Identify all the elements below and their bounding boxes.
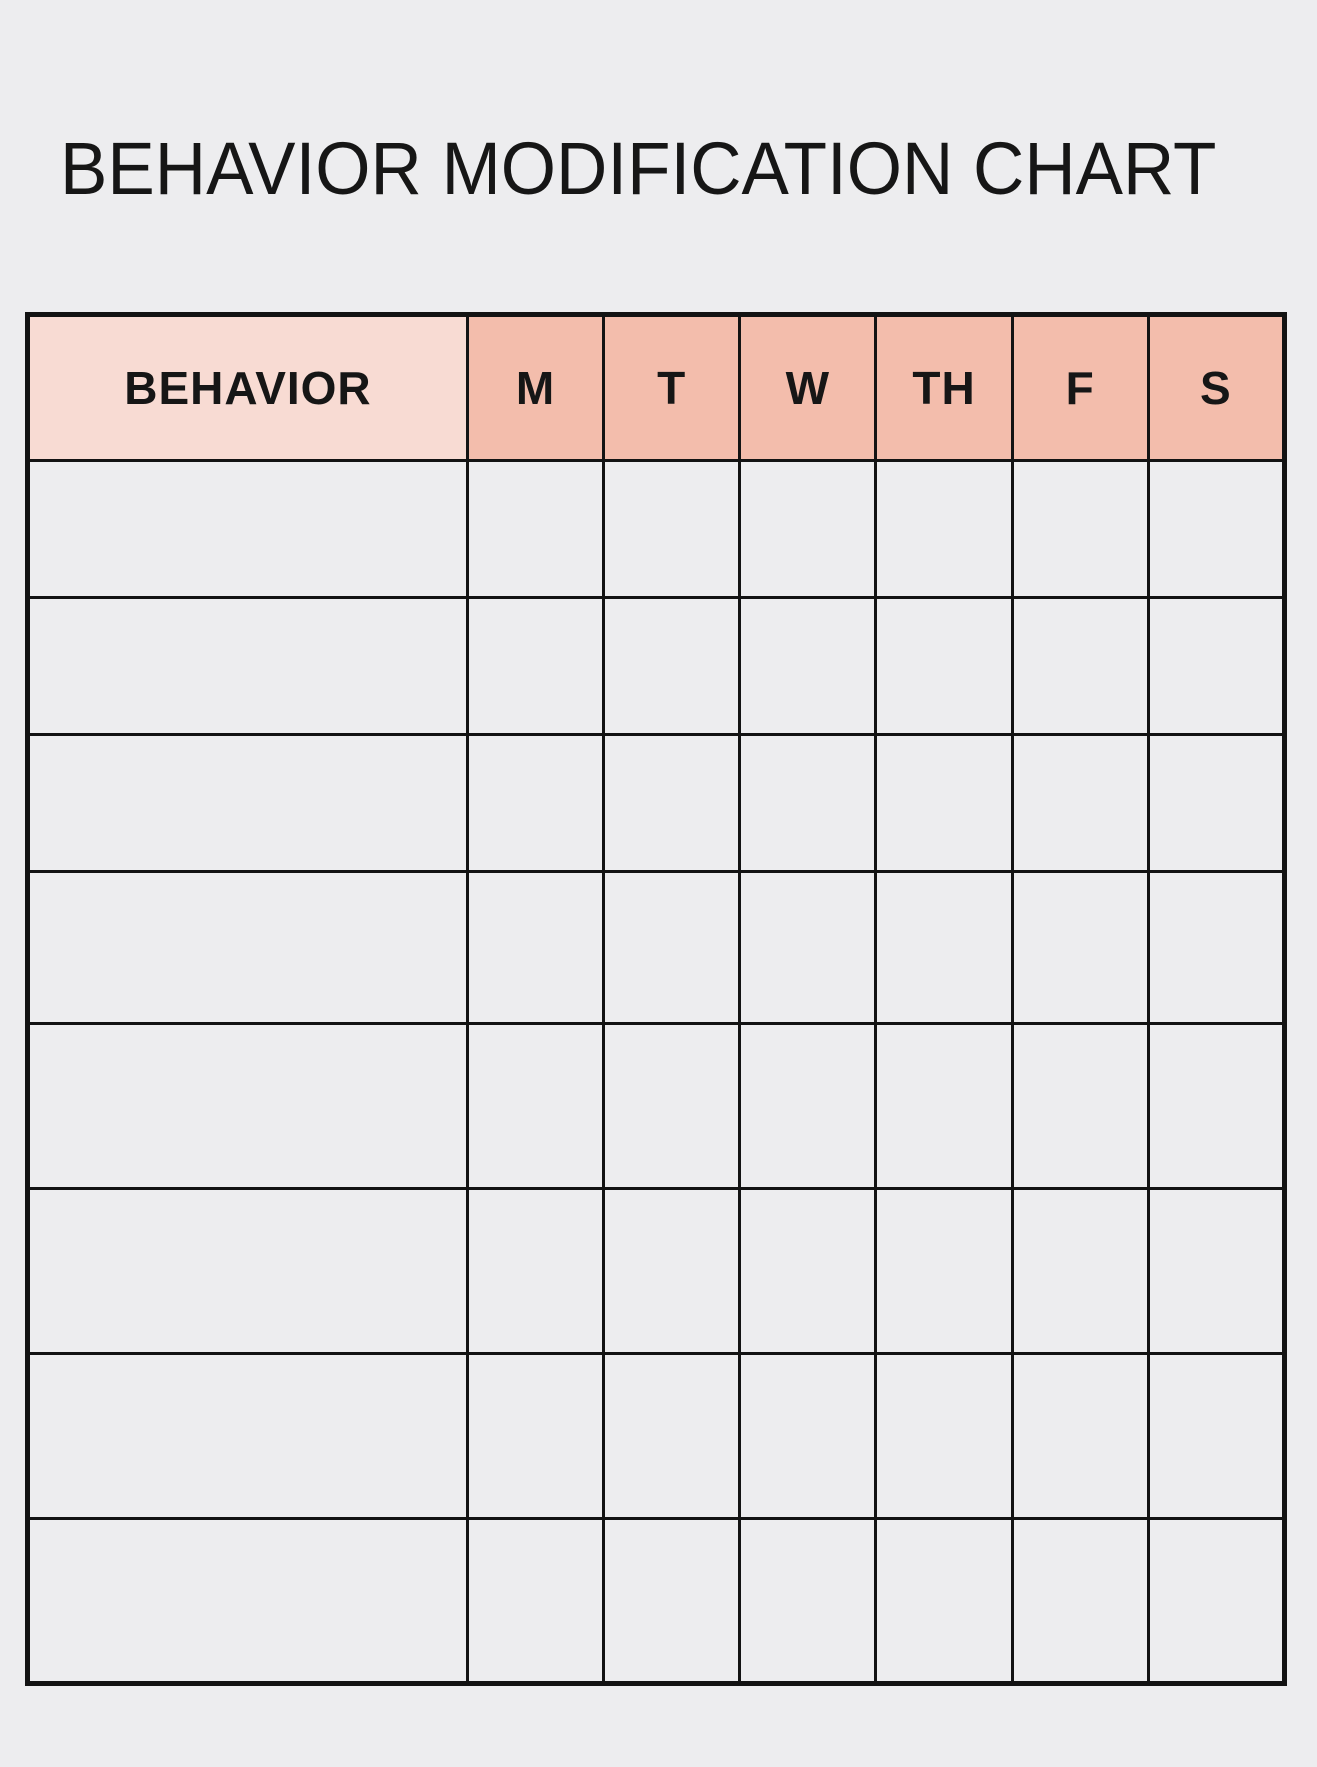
behavior-cell-empty — [28, 1354, 468, 1519]
day-cell-empty — [1148, 1189, 1284, 1354]
table-row — [28, 872, 1285, 1024]
behavior-cell-empty — [28, 461, 468, 598]
day-cell-empty — [1012, 1189, 1148, 1354]
day-cell-empty — [467, 461, 603, 598]
day-cell-empty — [467, 1024, 603, 1189]
day-cell-empty — [740, 1354, 876, 1519]
behavior-cell-empty — [28, 598, 468, 735]
day-cell-empty — [876, 1189, 1012, 1354]
table-row — [28, 461, 1285, 598]
day-cell-empty — [604, 872, 740, 1024]
day-cell-empty — [1012, 735, 1148, 872]
day-cell-empty — [1012, 461, 1148, 598]
day-cell-empty — [1148, 1024, 1284, 1189]
column-header-wednesday: W — [740, 315, 876, 461]
day-cell-empty — [1012, 872, 1148, 1024]
day-cell-empty — [740, 735, 876, 872]
day-cell-empty — [740, 461, 876, 598]
day-cell-empty — [1148, 735, 1284, 872]
day-cell-empty — [876, 1519, 1012, 1684]
day-cell-empty — [740, 1024, 876, 1189]
day-cell-empty — [1148, 461, 1284, 598]
day-cell-empty — [467, 872, 603, 1024]
day-cell-empty — [1148, 1354, 1284, 1519]
day-cell-empty — [604, 461, 740, 598]
day-cell-empty — [1012, 1519, 1148, 1684]
column-header-tuesday: T — [604, 315, 740, 461]
column-header-behavior: BEHAVIOR — [28, 315, 468, 461]
behavior-cell-empty — [28, 1519, 468, 1684]
header-row — [28, 315, 1285, 461]
day-cell-empty — [467, 735, 603, 872]
behavior-cell-empty — [28, 1189, 468, 1354]
column-header-thursday: TH — [876, 315, 1012, 461]
day-cell-empty — [1148, 598, 1284, 735]
table-row — [28, 1024, 1285, 1189]
behavior-chart-table — [25, 312, 1287, 1686]
day-cell-empty — [876, 735, 1012, 872]
day-cell-empty — [876, 598, 1012, 735]
day-cell-empty — [467, 1354, 603, 1519]
table-row — [28, 1189, 1285, 1354]
day-cell-empty — [1148, 872, 1284, 1024]
table-row — [28, 1519, 1285, 1684]
day-cell-empty — [604, 1189, 740, 1354]
day-cell-empty — [467, 598, 603, 735]
table-row — [28, 598, 1285, 735]
table-header — [28, 315, 1285, 461]
day-cell-empty — [604, 1519, 740, 1684]
day-cell-empty — [740, 872, 876, 1024]
day-cell-empty — [1012, 1354, 1148, 1519]
column-header-saturday: S — [1148, 315, 1284, 461]
day-cell-empty — [604, 598, 740, 735]
page-title: BEHAVIOR MODIFICATION CHART — [60, 127, 1217, 210]
day-cell-empty — [604, 1354, 740, 1519]
day-cell-empty — [604, 735, 740, 872]
day-cell-empty — [467, 1189, 603, 1354]
day-cell-empty — [604, 1024, 740, 1189]
behavior-cell-empty — [28, 735, 468, 872]
day-cell-empty — [740, 1519, 876, 1684]
column-header-monday: M — [467, 315, 603, 461]
day-cell-empty — [876, 461, 1012, 598]
day-cell-empty — [467, 1519, 603, 1684]
day-cell-empty — [1012, 1024, 1148, 1189]
column-header-friday: F — [1012, 315, 1148, 461]
day-cell-empty — [876, 1354, 1012, 1519]
day-cell-empty — [740, 598, 876, 735]
behavior-cell-empty — [28, 1024, 468, 1189]
behavior-cell-empty — [28, 872, 468, 1024]
day-cell-empty — [876, 872, 1012, 1024]
day-cell-empty — [1148, 1519, 1284, 1684]
day-cell-empty — [876, 1024, 1012, 1189]
day-cell-empty — [1012, 598, 1148, 735]
table-row — [28, 1354, 1285, 1519]
table-row — [28, 735, 1285, 872]
day-cell-empty — [740, 1189, 876, 1354]
table-body — [28, 461, 1285, 1684]
